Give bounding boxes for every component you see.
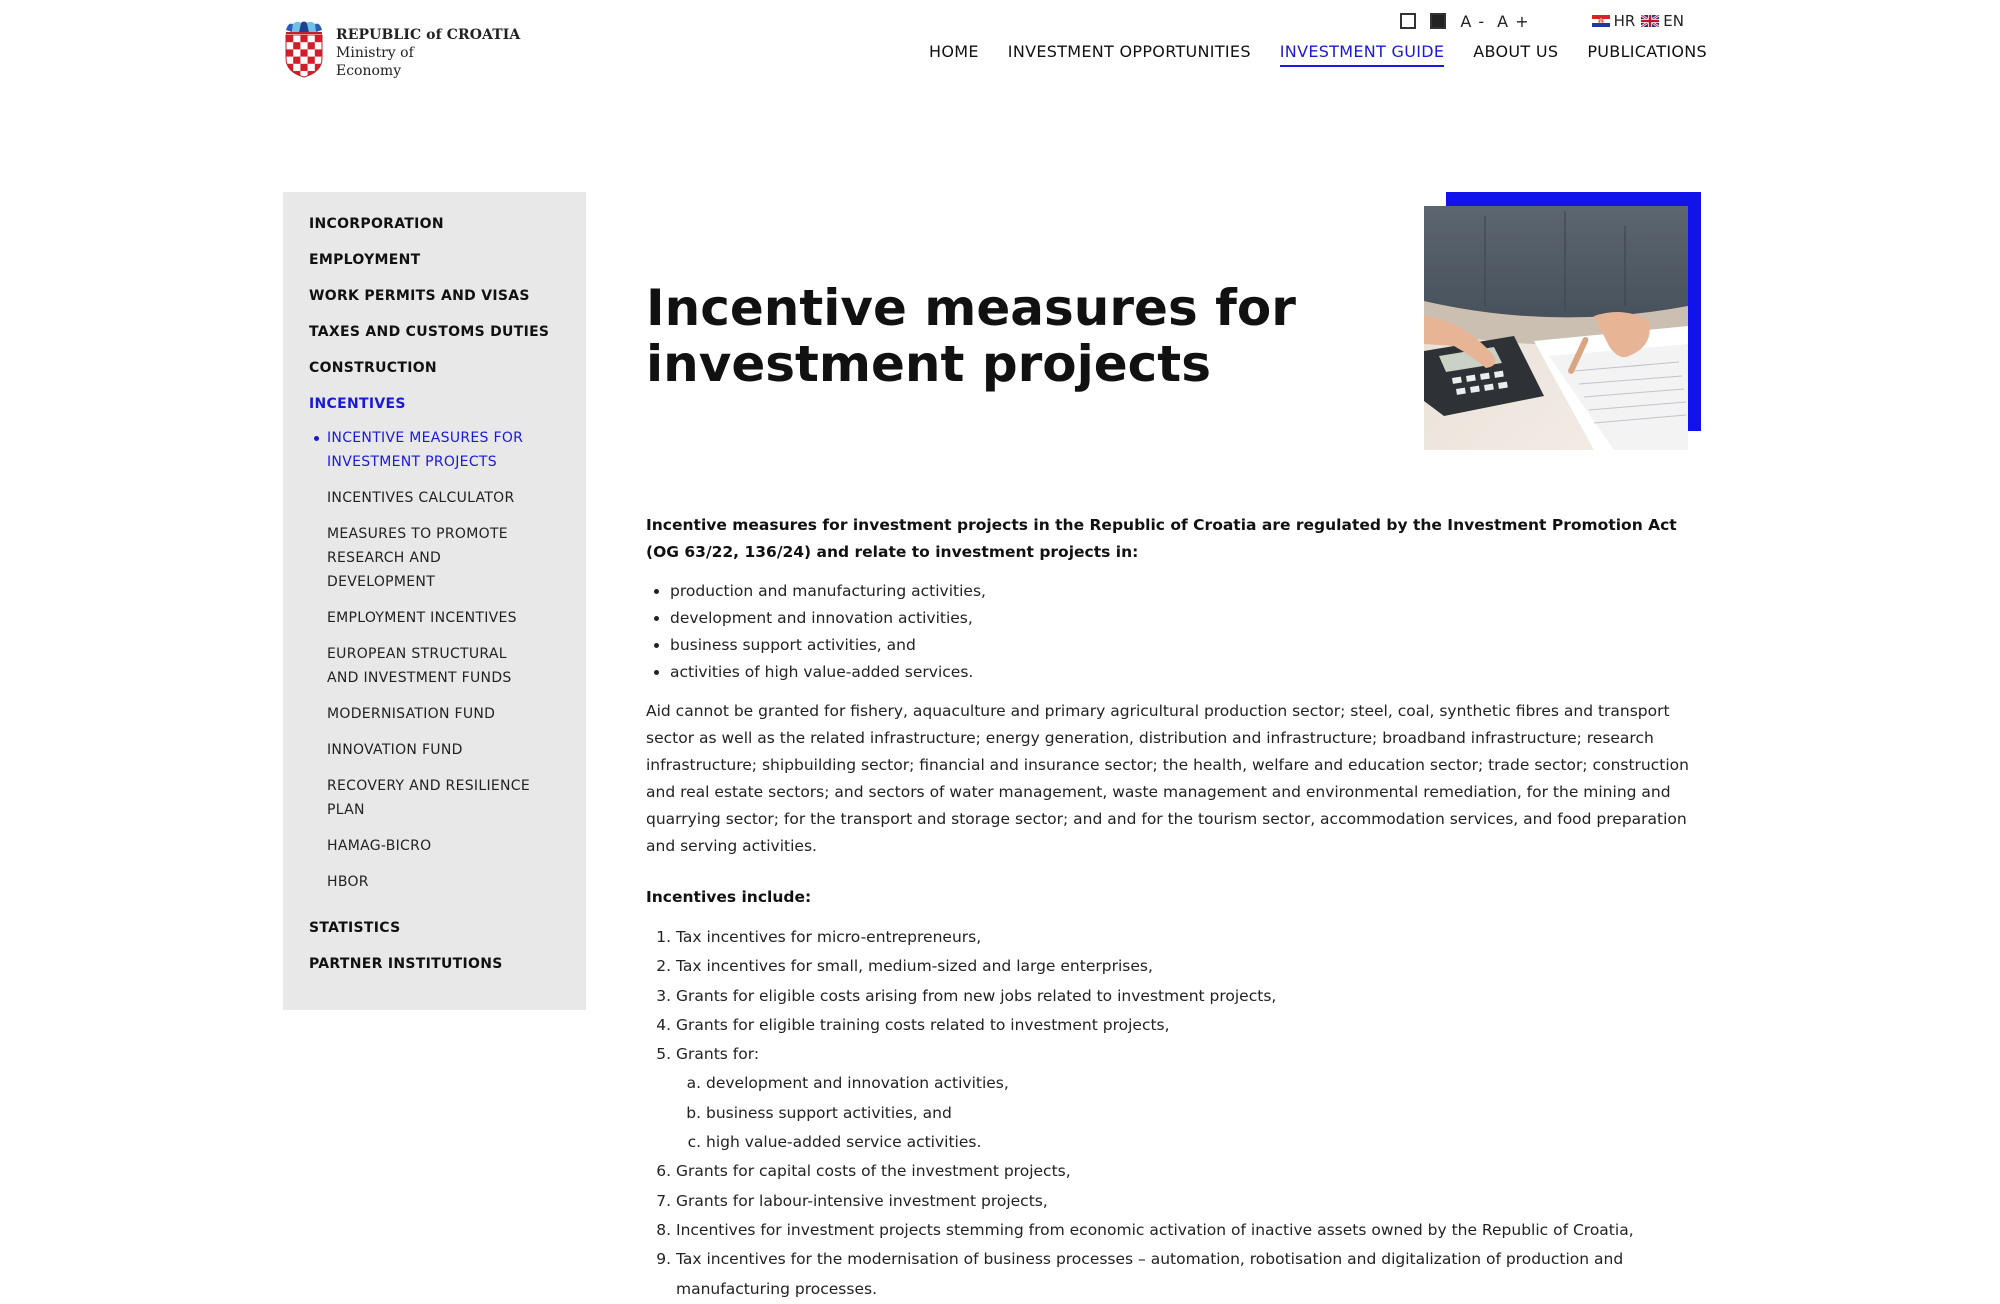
- logo-text: [336, 20, 520, 80]
- language-switcher: [1592, 12, 1690, 30]
- nav-investment-opportunities[interactable]: INVESTMENT OPPORTUNITIES: [1007, 42, 1251, 61]
- dark-contrast-icon[interactable]: [1430, 13, 1446, 29]
- incentives-list: [646, 923, 1701, 1304]
- list-item: b. business support activities, and: [706, 1099, 1701, 1128]
- list-item: 4. Grants for eligible training costs related to investment projects,: [676, 1011, 1701, 1040]
- list-item: 8. Incentives for investment projects stemming from economic activation of inactive assets owned by the Republic of Croatia,: [676, 1216, 1701, 1245]
- sidebar-item-work-permits[interactable]: WORK PERMITS AND VISAS: [309, 288, 530, 304]
- list-item: 3. Grants for eligible costs arising from new jobs related to investment projects,: [676, 982, 1701, 1011]
- submenu-recovery-resilience[interactable]: RECOVERY AND RESILIENCE PLAN: [327, 778, 531, 818]
- ministry-logo[interactable]: [284, 20, 520, 80]
- calculator-photo: [1424, 206, 1688, 450]
- submenu-incentive-measures[interactable]: INCENTIVE MEASURES FOR INVESTMENT PROJECTS: [327, 426, 537, 474]
- logo-line-republic: REPUBLIC of CROATIA: [336, 27, 521, 43]
- submenu-incentives-calculator[interactable]: INCENTIVES CALCULATOR: [327, 490, 515, 506]
- font-decrease-button[interactable]: A -: [1460, 11, 1486, 31]
- sidebar-item-partner-institutions[interactable]: PARTNER INSTITUTIONS: [309, 956, 503, 972]
- logo-line-economy: Economy: [336, 63, 402, 79]
- hero-image: [1424, 192, 1701, 432]
- list-item: • production and manufacturing activities,: [670, 578, 1701, 605]
- uk-flag-icon[interactable]: [1641, 15, 1659, 27]
- lang-en-link[interactable]: EN: [1663, 12, 1684, 30]
- article-body: [646, 512, 1701, 1304]
- sidebar-item-incentives[interactable]: INCENTIVES: [309, 396, 406, 412]
- list-item: c. high value-added service activities.: [706, 1128, 1701, 1157]
- croatian-flag-icon[interactable]: [1592, 15, 1610, 27]
- list-item: 6. Grants for capital costs of the investment projects,: [676, 1157, 1701, 1186]
- submenu-modernisation-fund[interactable]: MODERNISATION FUND: [327, 706, 496, 722]
- logo-line-ministry: Ministry of: [336, 45, 414, 61]
- site-header: [0, 0, 2000, 110]
- nav-publications[interactable]: PUBLICATIONS: [1587, 42, 1707, 61]
- list-item: • activities of high value-added services.: [670, 659, 1701, 686]
- list-item: a. development and innovation activities,: [706, 1069, 1701, 1098]
- activity-list: [646, 578, 1701, 686]
- font-increase-button[interactable]: A +: [1497, 11, 1530, 31]
- sidebar-item-taxes[interactable]: TAXES AND CUSTOMS DUTIES: [309, 324, 550, 340]
- submenu-research-development[interactable]: MEASURES TO PROMOTE RESEARCH AND DEVELOPMENT: [327, 526, 508, 590]
- investment-guide-sidebar: [283, 192, 586, 1010]
- lang-hr-link[interactable]: HR: [1613, 12, 1636, 30]
- submenu-esi-funds[interactable]: EUROPEAN STRUCTURAL AND INVESTMENT FUNDS: [327, 646, 512, 686]
- list-item: 9. Tax incentives for the modernisation of business processes – automation, robotisation and digitalization of production and manufacturing processes.: [676, 1245, 1701, 1304]
- sidebar-item-statistics[interactable]: STATISTICS: [309, 920, 401, 936]
- exclusions-paragraph: Aid cannot be granted for fishery, aquaculture and primary agricultural production sector; steel, coal, synthetic fibres and transport sector as well as the related infrastructure; energy generation, distribution and infrastructure; broadband infrastructure; research infrastructure; shipbuilding sector; financial and insurance sector; the health, welfare and education sector; trade sector; construction and real estate sectors; and sectors of water management, waste management and environmental remediation, for the mining and quarrying sector; for the transport and storage sector; and and for the tourism sector, accommodation services, and food preparation and serving activities.: [646, 702, 1689, 855]
- list-item: 7. Grants for labour-intensive investment projects,: [676, 1187, 1701, 1216]
- grants-for-label: Grants for:: [676, 1045, 760, 1064]
- list-item: [676, 1040, 1701, 1157]
- list-item: • business support activities, and: [670, 632, 1701, 659]
- submenu-hbor[interactable]: HBOR: [327, 874, 369, 890]
- sidebar-item-construction[interactable]: CONSTRUCTION: [309, 360, 437, 376]
- accessibility-toolbar: [1400, 10, 1690, 32]
- sidebar-item-employment[interactable]: EMPLOYMENT: [309, 252, 421, 268]
- nav-about-us[interactable]: ABOUT US: [1473, 42, 1559, 61]
- incentives-heading: Incentives include:: [646, 888, 812, 906]
- submenu-innovation-fund[interactable]: INNOVATION FUND: [327, 742, 463, 758]
- sidebar-item-incorporation[interactable]: INCORPORATION: [309, 216, 444, 232]
- submenu-employment-incentives[interactable]: EMPLOYMENT INCENTIVES: [327, 610, 517, 626]
- submenu-hamag-bicro[interactable]: HAMAG-BICRO: [327, 838, 432, 854]
- grants-sublist: [676, 1069, 1701, 1157]
- white-contrast-icon[interactable]: [1400, 13, 1416, 29]
- list-item: 1. Tax incentives for micro-entrepreneurs,: [676, 923, 1701, 952]
- nav-investment-guide[interactable]: INVESTMENT GUIDE: [1280, 42, 1444, 67]
- main-navigation: [900, 42, 1707, 67]
- page-title: Incentive measures for investment projects: [646, 279, 1296, 393]
- list-item: • development and innovation activities,: [670, 605, 1701, 632]
- croatian-coat-of-arms-icon: [284, 20, 324, 78]
- incentives-submenu: [309, 426, 566, 894]
- nav-home[interactable]: HOME: [929, 42, 979, 61]
- list-item: 2. Tax incentives for small, medium-sized and large enterprises,: [676, 952, 1701, 981]
- intro-paragraph: Incentive measures for investment projects in the Republic of Croatia are regulated by the Investment Promotion Act (OG 63/22, 136/24) and relate to investment projects in:: [646, 516, 1677, 561]
